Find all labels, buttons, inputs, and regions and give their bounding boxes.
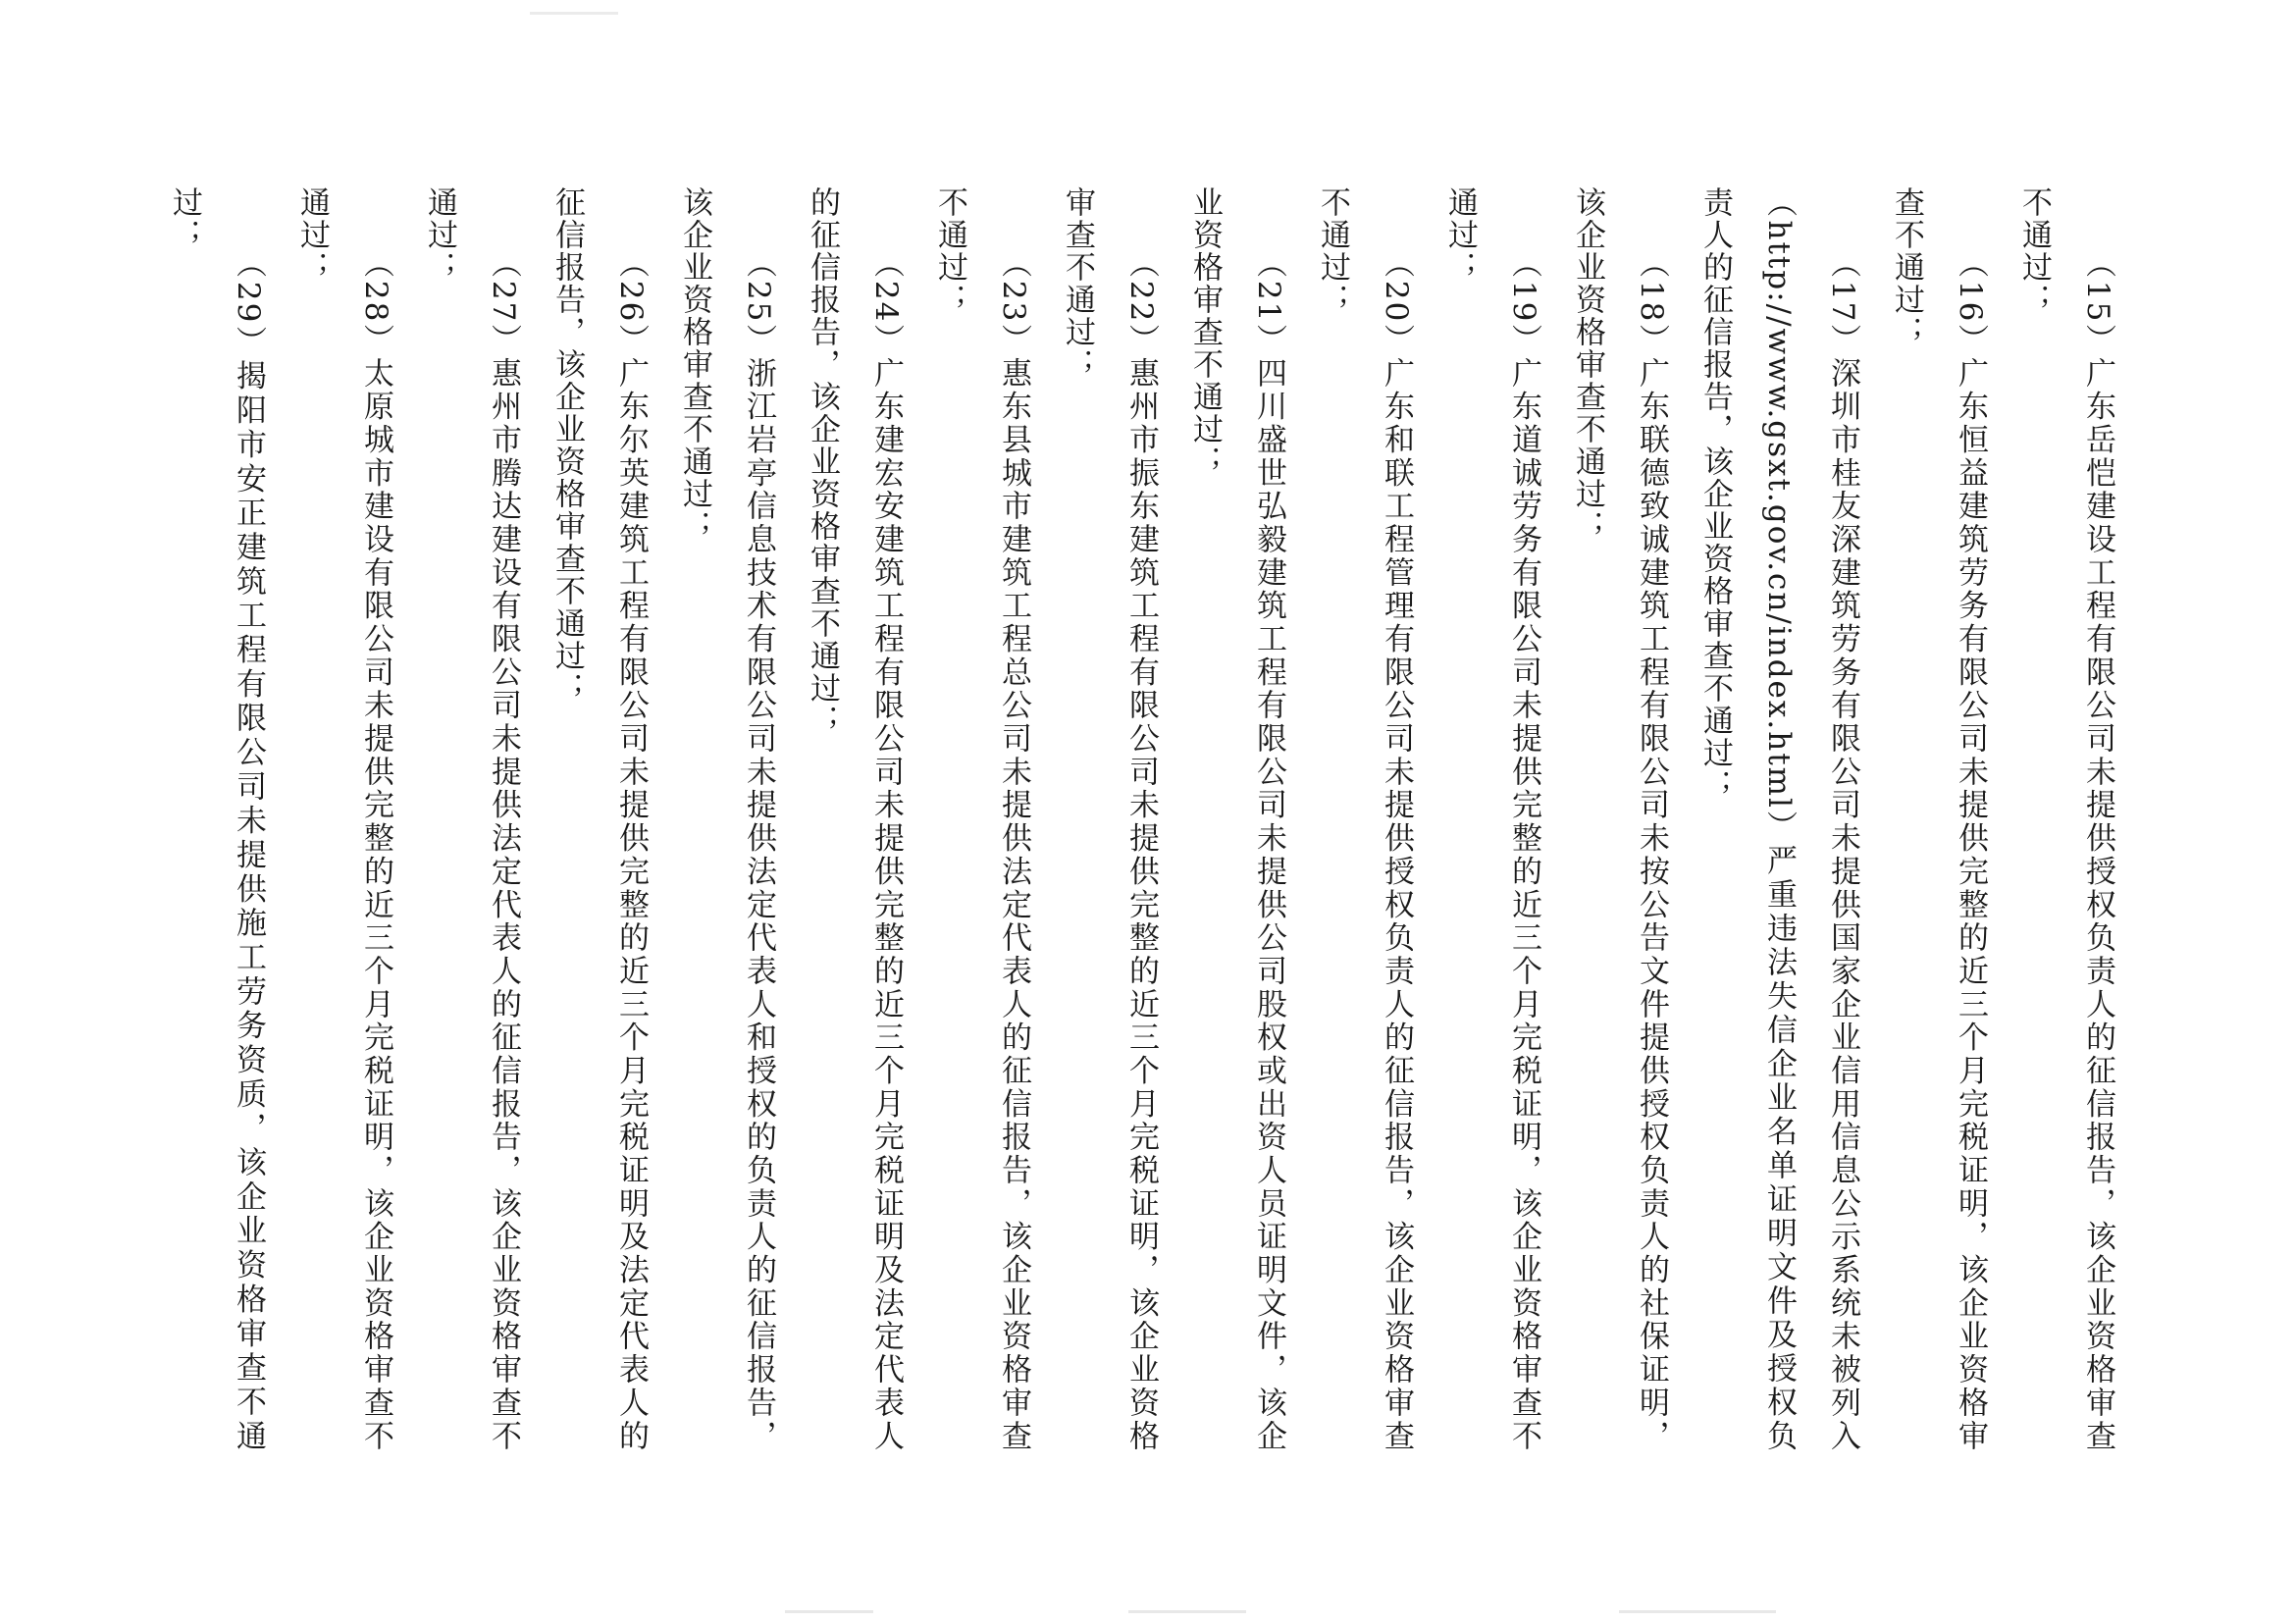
paragraph-18: （18）广东联德致诚建筑工程有限公司未按公告文件提供授权负责人的社保证明，该企业资格审查不通过； bbox=[1570, 186, 1669, 1452]
scan-artifact bbox=[530, 12, 618, 15]
paragraph-21: （21）四川盛世弘毅建筑工程有限公司未提供公司股权或出资人员证明文件，该企业资格审查不通过； bbox=[1187, 186, 1286, 1452]
paragraph-29: （29）揭阳市安正建筑工程有限公司未提供施工劳务资质，该企业资格审查不通过； bbox=[167, 186, 266, 1452]
paragraph-19: （19）广东道诚劳务有限公司未提供完整的近三个月完税证明，该企业资格审查不通过； bbox=[1442, 186, 1541, 1452]
document-body bbox=[152, 186, 2129, 1452]
paragraph-26: （26）广东尔英建筑工程有限公司未提供完整的近三个月完税证明及法定代表人的征信报告，该企业资格审查不通过； bbox=[549, 186, 649, 1452]
scan-artifact bbox=[1128, 1610, 1246, 1613]
paragraph-23: （23）惠东县城市建筑工程总公司未提供法定代表人的征信报告，该企业资格审查不通过； bbox=[932, 186, 1031, 1452]
paragraph-27: （27）惠州市腾达建设有限公司未提供法定代表人的征信报告，该企业资格审查不通过； bbox=[422, 186, 521, 1452]
paragraph-28: （28）太原城市建设有限公司未提供完整的近三个月完税证明，该企业资格审查不通过； bbox=[294, 186, 393, 1452]
paragraph-22: （22）惠州市振东建筑工程有限公司未提供完整的近三个月完税证明，该企业资格审查不通过； bbox=[1060, 186, 1159, 1452]
scan-artifact bbox=[785, 1610, 873, 1613]
paragraph-20: （20）广东和联工程管理有限公司未提供授权负责人的征信报告，该企业资格审查不通过； bbox=[1315, 186, 1414, 1452]
paragraph-16: （16）广东恒益建筑劳务有限公司未提供完整的近三个月完税证明，该企业资格审查不通过； bbox=[1889, 186, 1988, 1452]
scan-artifact bbox=[1619, 1610, 1776, 1613]
paragraph-15: （15）广东岳恺建设工程有限公司未提供授权负责人的征信报告，该企业资格审查不通过； bbox=[2016, 186, 2115, 1452]
paragraph-17: （17）深圳市桂友深建筑劳务有限公司未提供国家企业信用信息公示系统未被列入（http://www.gsxt.gov.cn/index.html）严重违法失信企业名单证明文件及授权负责人的征信报告，该企业资格审查不通过； bbox=[1697, 186, 1860, 1452]
paragraph-25: （25）浙江岩亭信息技术有限公司未提供法定代表人和授权的负责人的征信报告，该企业资格审查不通过； bbox=[677, 186, 776, 1452]
paragraph-24: （24）广东建宏安建筑工程有限公司未提供完整的近三个月完税证明及法定代表人的征信报告，该企业资格审查不通过； bbox=[805, 186, 904, 1452]
